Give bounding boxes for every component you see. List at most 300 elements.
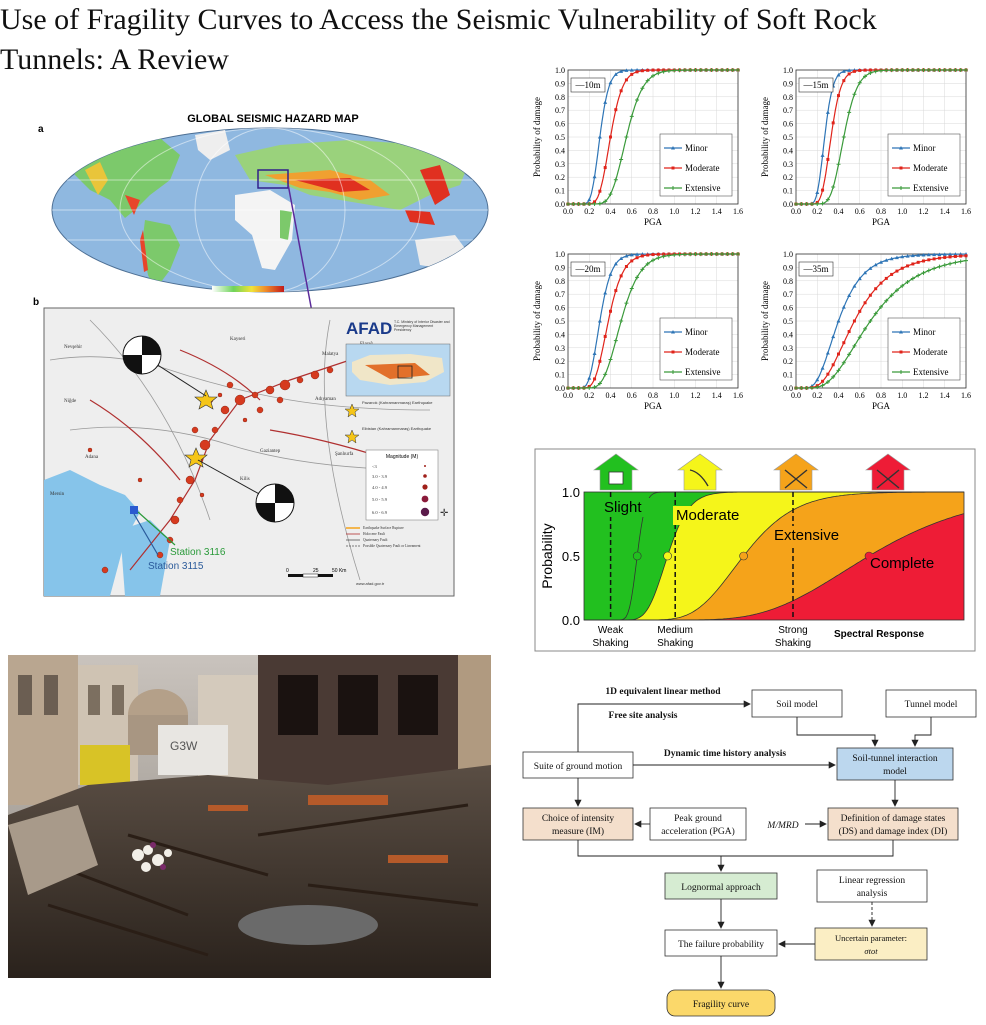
linear-text-2: analysis	[856, 889, 888, 899]
x-tick-label: 0.2	[584, 207, 595, 216]
svg-text:Adana: Adana	[85, 455, 99, 460]
svg-text:Quaternary Fault: Quaternary Fault	[363, 538, 388, 542]
cracked-road	[238, 905, 378, 945]
svg-text:50 Km: 50 Km	[332, 568, 347, 574]
point-marker	[635, 98, 639, 102]
x-tick-label: 0.8	[648, 207, 658, 216]
legend-label: Moderate	[913, 347, 948, 357]
point-marker	[620, 274, 623, 277]
x-tick-label: 0.8	[876, 391, 886, 400]
point-marker	[832, 363, 835, 366]
point-marker	[874, 287, 877, 290]
legend-marker	[672, 167, 675, 170]
dynamic-label: Dynamic time history analysis	[663, 749, 787, 759]
point-marker	[815, 190, 819, 194]
svg-text:Earthquake Surface Rupture: Earthquake Surface Rupture	[363, 526, 404, 530]
x-tick-label: 0.4	[833, 207, 844, 216]
point-marker	[603, 291, 607, 295]
y-tick-label: 0.1	[555, 186, 565, 196]
svg-text:Kayseri: Kayseri	[230, 337, 246, 342]
point-marker	[965, 254, 968, 257]
y-tick-label: 1.0	[783, 66, 793, 75]
point-marker	[636, 256, 639, 259]
y-axis-label: Probability of damage	[532, 97, 542, 177]
y-tick-label: 0.2	[555, 173, 565, 183]
fragility-chart-0	[532, 66, 743, 227]
y-tick-label: 1.0	[555, 250, 565, 259]
y-tick-label: 1.0	[783, 250, 793, 259]
x-tick-label: 0.4	[833, 391, 844, 400]
yellow-machine	[80, 745, 130, 785]
point-marker	[624, 135, 628, 139]
point-marker	[604, 166, 607, 169]
y-tick-label: 0.6	[555, 119, 565, 129]
damage-y-tick: 0.5	[561, 549, 580, 564]
point-marker	[652, 69, 655, 72]
point-marker	[821, 189, 824, 192]
x-tick-label: 1.2	[690, 391, 701, 400]
fragility-chart-3	[760, 250, 971, 411]
shaking-label-0: Weak	[597, 625, 624, 636]
y-tick-label: 0.3	[555, 343, 565, 353]
svg-text:Gaziantep: Gaziantep	[260, 449, 281, 454]
y-tick-label: 0.8	[555, 276, 565, 286]
photo-illustration	[8, 655, 491, 978]
legend-label: Minor	[913, 327, 936, 337]
y-tick-label: 0.7	[783, 290, 793, 300]
tunnel-damage-photo	[8, 655, 491, 978]
point-marker	[603, 372, 607, 376]
fragility-curves-panel	[524, 62, 986, 432]
x-tick-label: 0.4	[605, 391, 616, 400]
point-marker	[625, 78, 628, 81]
x-tick-label: 1.6	[961, 391, 971, 400]
point-marker	[869, 294, 872, 297]
x-tick-label: 0.8	[648, 391, 658, 400]
y-tick-label: 0.3	[555, 159, 565, 169]
flowchart-figure	[515, 680, 986, 1020]
y-tick-label: 0.3	[783, 343, 793, 353]
choice-text-1: Choice of intensity	[541, 814, 615, 824]
point-marker	[630, 259, 633, 262]
seismic-map-panel	[30, 100, 510, 600]
seismic-map-figure	[30, 100, 510, 600]
x-axis-label: PGA	[643, 401, 663, 411]
x-tick-label: 1.2	[918, 207, 929, 216]
point-marker	[853, 320, 856, 323]
y-tick-label: 0.1	[783, 186, 793, 196]
damage-y-label: Probability	[539, 523, 555, 589]
y-tick-label: 0.3	[783, 159, 793, 169]
x-tick-label: 1.6	[961, 207, 971, 216]
x-tick-label: 0.0	[791, 391, 801, 400]
damage-y-tick: 1.0	[561, 485, 580, 500]
y-tick-label: 0.4	[783, 146, 793, 156]
point-marker	[821, 153, 825, 157]
point-marker	[842, 79, 845, 82]
truck-text: G3W	[170, 739, 198, 753]
fragility-curves-figure	[524, 62, 986, 432]
x-tick-label: 1.6	[733, 207, 743, 216]
station-3115-label: Station 3115	[148, 561, 204, 572]
choice-text-2: measure (IM)	[552, 827, 604, 837]
point-marker	[938, 257, 941, 260]
point-marker	[864, 301, 867, 304]
afad-ministry: T.C. Ministry of Interior Disaster and Emergency Management Presidency	[394, 320, 450, 332]
y-tick-label: 0.5	[783, 133, 793, 142]
point-marker	[821, 380, 824, 383]
svg-text:5.0 - 5.9: 5.0 - 5.9	[372, 497, 387, 502]
point-marker	[943, 256, 946, 259]
y-tick-label: 0.1	[555, 370, 565, 380]
point-marker	[593, 385, 597, 389]
x-tick-label: 0.6	[854, 391, 865, 400]
point-marker	[922, 271, 926, 275]
x-tick-label: 1.4	[939, 207, 950, 216]
x-tick-label: 0.6	[626, 391, 637, 400]
point-marker	[593, 175, 597, 179]
point-marker	[619, 157, 623, 161]
point-marker	[630, 114, 634, 118]
point-marker	[852, 92, 856, 96]
point-marker	[657, 253, 660, 256]
point-marker	[831, 335, 835, 339]
point-marker	[885, 277, 888, 280]
median-point	[664, 552, 672, 560]
point-marker	[641, 254, 644, 257]
point-marker	[911, 262, 914, 265]
point-marker	[609, 136, 612, 139]
pga-text-2: acceleration (PGA)	[661, 827, 735, 837]
y-tick-label: 0.9	[783, 79, 793, 89]
depth-label: —10m	[575, 80, 601, 90]
x-tick-label: 0.6	[854, 207, 865, 216]
north-arrow: ✛	[440, 508, 449, 519]
interaction-text-2: model	[883, 767, 907, 777]
label-a: a	[38, 124, 44, 135]
legend-marker	[900, 351, 903, 354]
point-marker	[636, 70, 639, 73]
y-tick-label: 0.2	[555, 357, 565, 367]
legend-label: Minor	[685, 327, 708, 337]
point-marker	[959, 259, 963, 263]
definition-text-1: Definition of damage states	[840, 814, 946, 824]
y-tick-label: 0.4	[555, 330, 565, 340]
y-tick-label: 0.2	[783, 357, 793, 367]
x-tick-label: 0.8	[876, 207, 886, 216]
suite-text: Suite of ground motion	[533, 762, 623, 772]
map-source: www.afad.gov.tr	[356, 581, 385, 586]
x-tick-label: 0.4	[605, 207, 616, 216]
point-marker	[587, 198, 591, 202]
median-point	[740, 552, 748, 560]
point-marker	[948, 262, 952, 266]
point-marker	[842, 341, 845, 344]
state-label-extensive: Extensive	[774, 527, 840, 544]
point-marker	[937, 265, 941, 269]
svg-text:Kilis: Kilis	[240, 477, 250, 482]
y-tick-label: 0.5	[783, 317, 793, 326]
point-marker	[656, 256, 660, 260]
point-marker	[821, 201, 825, 205]
point-marker	[625, 265, 628, 268]
point-marker	[609, 357, 613, 361]
x-tick-label: 0.0	[563, 207, 573, 216]
y-tick-label: 1.0	[555, 66, 565, 75]
focal-mechanism-2	[256, 484, 294, 522]
y-tick-label: 0.5	[555, 133, 565, 142]
point-marker	[619, 319, 623, 323]
point-marker	[598, 190, 601, 193]
svg-text:6.0 - 6.9: 6.0 - 6.9	[372, 510, 387, 515]
station-marker	[130, 506, 138, 514]
point-marker	[832, 121, 835, 124]
y-tick-label: 0.6	[783, 119, 793, 129]
magnitude-legend-title: Magnitude (M)	[385, 454, 419, 460]
y-tick-label: 0.7	[555, 106, 565, 116]
point-marker	[837, 94, 840, 97]
failure-text: The failure probability	[678, 940, 764, 950]
legend-label: Moderate	[685, 163, 720, 173]
y-tick-label: 0.9	[555, 79, 565, 89]
x-tick-label: 1.0	[669, 391, 680, 400]
point-marker	[646, 254, 649, 257]
svg-text:4.0 - 4.9: 4.0 - 4.9	[372, 485, 387, 490]
point-marker	[901, 267, 904, 270]
point-marker	[604, 335, 607, 338]
damage-states-figure	[534, 448, 976, 652]
legend-label: Extensive	[913, 183, 949, 193]
map-title: GLOBAL SEISMIC HAZARD MAP	[187, 113, 359, 125]
point-marker	[593, 377, 596, 380]
tunnel-model-text: Tunnel model	[904, 700, 958, 710]
depth-label: —15m	[803, 80, 829, 90]
y-tick-label: 0.1	[783, 370, 793, 380]
y-tick-label: 0.6	[783, 303, 793, 313]
y-tick-label: 0.0	[783, 200, 793, 209]
point-marker	[954, 255, 957, 258]
x-tick-label: 1.4	[711, 391, 722, 400]
svg-text:Mersin: Mersin	[50, 492, 65, 497]
y-tick-label: 0.0	[555, 200, 565, 209]
point-marker	[609, 81, 613, 85]
uncertain-text-1: Uncertain parameter:	[835, 933, 907, 943]
point-marker	[949, 255, 952, 258]
svg-text:Niğde: Niğde	[64, 399, 77, 404]
y-tick-label: 0.5	[555, 317, 565, 326]
label-b: b	[33, 297, 40, 308]
legend-label: Minor	[913, 143, 936, 153]
point-marker	[927, 268, 931, 272]
median-point	[633, 552, 641, 560]
afad-logo: AFAD	[346, 319, 393, 338]
point-marker	[656, 71, 660, 75]
epicenter-2-label: Elbistan (Kahramanmaraş) Earthquake	[362, 426, 432, 431]
point-marker	[880, 282, 883, 285]
state-label-slight: Slight	[604, 499, 642, 516]
flowchart-panel	[515, 680, 986, 1020]
point-marker	[826, 110, 830, 114]
y-tick-label: 0.0	[783, 384, 793, 393]
uncertain-text-2: σtot	[864, 946, 878, 956]
y-tick-label: 0.6	[555, 303, 565, 313]
shaking-label-1: Medium	[657, 625, 693, 636]
point-marker	[847, 110, 851, 114]
point-marker	[603, 100, 607, 104]
state-label-moderate: Moderate	[676, 507, 740, 524]
point-marker	[837, 353, 840, 356]
x-tick-label: 1.0	[897, 391, 908, 400]
point-marker	[826, 373, 829, 376]
point-marker	[842, 305, 846, 309]
svg-text:Holocene Fault: Holocene Fault	[363, 532, 386, 536]
x-tick-label: 1.0	[669, 207, 680, 216]
y-tick-label: 0.4	[783, 330, 793, 340]
point-marker	[864, 69, 867, 72]
lognormal-text: Lognormal approach	[681, 883, 761, 893]
point-marker	[895, 270, 898, 273]
shaking-label-0: Shaking	[592, 638, 629, 649]
svg-text:25: 25	[313, 568, 319, 574]
interaction-text-1: Soil-tunnel interaction	[852, 754, 938, 764]
x-tick-label: 0.2	[812, 391, 823, 400]
svg-text:0: 0	[286, 568, 289, 574]
point-marker	[593, 351, 597, 355]
point-marker	[657, 69, 660, 72]
point-marker	[927, 258, 930, 261]
x-tick-label: 1.4	[711, 207, 722, 216]
y-tick-label: 0.0	[555, 384, 565, 393]
station-3116-label: Station 3116	[170, 547, 226, 558]
x-tick-label: 0.0	[791, 207, 801, 216]
point-marker	[842, 135, 846, 139]
pga-text-1: Peak ground	[674, 814, 722, 824]
y-tick-label: 0.4	[555, 146, 565, 156]
point-marker	[943, 263, 947, 267]
definition-text-2: (DS) and damage index (DI)	[838, 827, 948, 837]
y-tick-label: 0.9	[555, 263, 565, 273]
point-marker	[609, 310, 612, 313]
point-marker	[821, 366, 825, 370]
y-tick-label: 0.8	[555, 92, 565, 102]
point-marker	[614, 108, 617, 111]
x-tick-label: 0.0	[563, 391, 573, 400]
x-tick-label: 0.6	[626, 207, 637, 216]
fragility-chart-1	[760, 66, 971, 227]
y-tick-label: 0.8	[783, 92, 793, 102]
legend-label: Extensive	[913, 367, 949, 377]
point-marker	[890, 273, 893, 276]
svg-text:Adıyaman: Adıyaman	[315, 397, 336, 402]
svg-text:3.0 - 3.9: 3.0 - 3.9	[372, 474, 387, 479]
point-marker	[917, 261, 920, 264]
damage-y-tick: 0.0	[561, 613, 580, 628]
epicenter-1-label: Pazarcık (Kahramanmaraş) Earthquake	[362, 400, 433, 405]
point-marker	[848, 72, 851, 75]
point-marker	[630, 73, 633, 76]
legend-label: Moderate	[685, 347, 720, 357]
point-marker	[614, 178, 618, 182]
point-marker	[964, 259, 968, 263]
y-axis-label: Probability of damage	[532, 281, 542, 361]
fragility-curve-text: Fragility curve	[692, 1000, 750, 1010]
svg-text:Malatya: Malatya	[322, 352, 339, 357]
point-marker	[652, 253, 655, 256]
point-marker	[609, 272, 613, 276]
point-marker	[646, 69, 649, 72]
fragility-chart-2	[532, 250, 743, 411]
legend-marker	[672, 351, 675, 354]
point-marker	[598, 360, 601, 363]
state-label-complete: Complete	[870, 555, 935, 572]
point-marker	[641, 69, 644, 72]
point-marker	[826, 351, 830, 355]
soil-model-text: Soil model	[776, 700, 818, 710]
point-marker	[858, 69, 861, 72]
point-marker	[620, 89, 623, 92]
point-marker	[630, 287, 634, 291]
point-marker	[837, 162, 841, 166]
point-marker	[932, 266, 936, 270]
point-marker	[587, 376, 591, 380]
shaking-label-1: Shaking	[657, 638, 694, 649]
shaking-label-2: Strong	[778, 625, 808, 636]
x-axis-label: PGA	[643, 217, 663, 227]
page-title: Use of Fragility Curves to Access the Seismic Vulnerability of Soft Rock Tunnels: A Review	[0, 3, 877, 76]
legend-label: Extensive	[685, 183, 721, 193]
mmrd-label: M/MRD	[767, 821, 799, 831]
point-marker	[906, 264, 909, 267]
x-tick-label: 1.2	[690, 207, 701, 216]
y-tick-label: 0.2	[783, 173, 793, 183]
svg-text:Şanlıurfa: Şanlıurfa	[335, 452, 354, 457]
y-tick-label: 0.7	[555, 290, 565, 300]
shaking-label-2: Shaking	[774, 638, 812, 649]
spectral-response-label: Spectral Response	[833, 629, 925, 640]
point-marker	[624, 301, 628, 305]
point-marker	[959, 255, 962, 258]
x-tick-label: 1.6	[733, 391, 743, 400]
x-tick-label: 1.4	[939, 391, 950, 400]
legend-label: Extensive	[685, 367, 721, 377]
x-tick-label: 0.2	[584, 391, 595, 400]
x-tick-label: 1.2	[918, 391, 929, 400]
point-marker	[614, 289, 617, 292]
x-axis-label: PGA	[871, 401, 891, 411]
point-marker	[598, 202, 602, 206]
y-tick-label: 0.9	[783, 263, 793, 273]
hazard-scale	[212, 286, 284, 292]
svg-text:Possible Quaternary Fault or L: Possible Quaternary Fault or Lineament	[363, 544, 421, 548]
y-tick-label: 0.7	[783, 106, 793, 116]
point-marker	[614, 339, 618, 343]
depth-label: —20m	[575, 264, 601, 274]
point-marker	[922, 259, 925, 262]
legend-label: Minor	[685, 143, 708, 153]
point-marker	[831, 185, 835, 189]
focal-mechanism-1	[123, 336, 161, 374]
point-marker	[826, 158, 829, 161]
linear-text-1: Linear regression	[838, 876, 906, 886]
point-marker	[933, 257, 936, 260]
point-marker	[953, 261, 957, 265]
method-label: 1D equivalent linear method	[605, 687, 721, 697]
x-tick-label: 0.2	[812, 207, 823, 216]
svg-text:<3: <3	[372, 464, 377, 469]
svg-text:Nevşehir: Nevşehir	[64, 345, 83, 350]
free-site-label: Free site analysis	[608, 711, 678, 721]
damage-states-panel	[534, 448, 976, 652]
